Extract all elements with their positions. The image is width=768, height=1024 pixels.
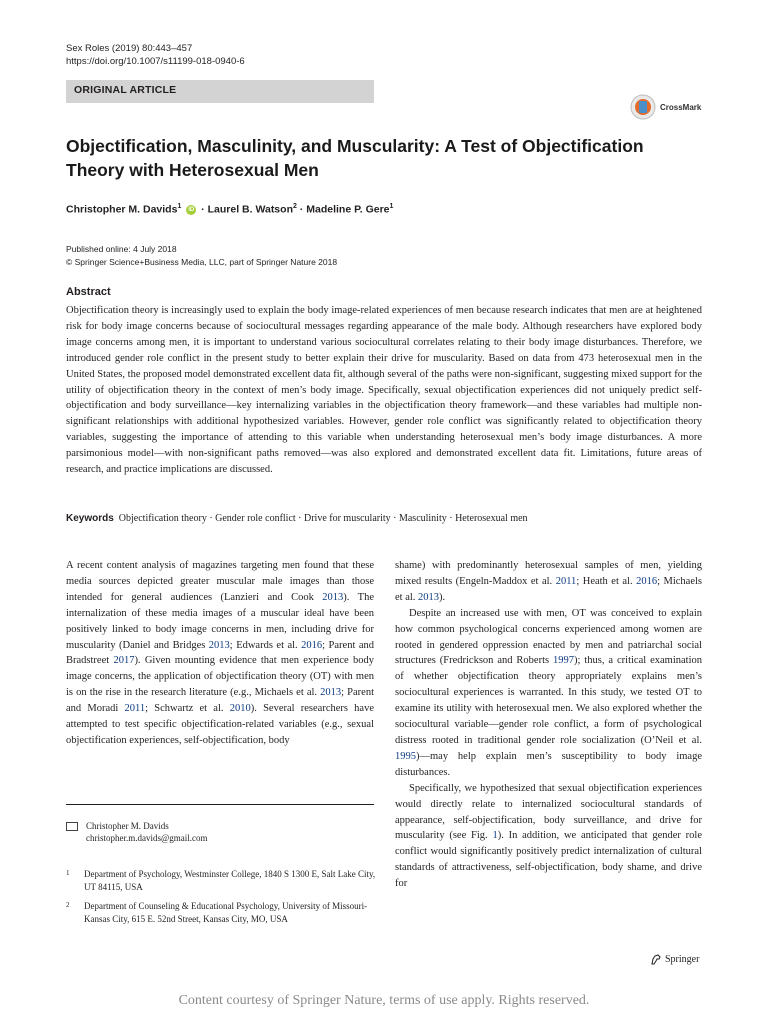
crossmark-badge[interactable] — [630, 93, 702, 121]
watermark: Content courtesy of Springer Nature, terms of use apply. Rights reserved. — [178, 993, 590, 1008]
citation-link[interactable]: 2017 — [113, 655, 135, 667]
body-column-right — [395, 558, 702, 892]
orcid-icon[interactable]: iD — [188, 206, 195, 213]
body-column-left — [66, 558, 374, 749]
doi-link[interactable]: https://doi.org/10.1007/s11199-018-0940-6 — [66, 56, 245, 67]
author-name[interactable]: Christopher M. Davids — [66, 203, 178, 216]
affiliation-number: 2 — [66, 901, 70, 909]
crossmark-icon — [630, 94, 656, 120]
citation-link[interactable]: 2013 — [208, 639, 230, 651]
body-paragraph: Despite an increased use with men, OT was conceived to explain how common psychological concerns experienced among women are rooted in gendered oppression enacted by men and patriarchal social structures (Fredrickson and Roberts 1997); thus, a critical examination of whether objectification theory appropriately explains men’s sociocultural experiences is warranted. In this study, we tested OT to examine its utility with heterosexual men. We also explored whether the sociocultural variable—gender role conflict, a form of psychological distress rooted in traditional gender role socialization (O’Neil et al. 1995)—may help explain men’s susceptibility to body image disturbances. — [395, 607, 702, 778]
footnote-divider — [66, 804, 374, 805]
keywords — [66, 513, 702, 524]
citation-link[interactable]: 2016 — [301, 639, 323, 651]
springer-logo — [650, 953, 699, 965]
springer-horse-icon — [650, 953, 662, 965]
citation-link[interactable]: 2013 — [418, 591, 440, 603]
published-date: Published online: 4 July 2018 — [66, 244, 177, 254]
corresponding-author — [66, 820, 208, 844]
author-list — [66, 203, 393, 216]
corresponding-author-name: Christopher M. Davids — [86, 821, 169, 831]
abstract-text: Objectification theory is increasingly used to explain the body image-related experiences of men because research indicates that men are at heightened risk for body image concerns because of sociocultural messages regarding appearance of the male body. Although researchers have explored body image concerns among men, it is important to understand various sociocultural correlates relating to their body image disturbances. Therefore, we introduced gender role conflict in the present study to better explain their drive for muscularity. Based on data from 473 heterosexual men in the United States, the proposed model demonstrated excellent data fit, although several of the paths were non-significant, suggesting mixed support for the utility of objectification theory in the context of men’s body image. Specifically, sexual objectification experiences did not uniquely predict self-objectification and body surveillance—key internalizing variables in the objectification theory framework—and these variables had multiple non-significant relationships with additional hypothesized variables. However, gender role conflict was significantly related to objectification theory variables, suggesting the importance of attending to this variable when understanding heterosexual men’s body image disturbances. A more parsimonious model—with non-significant paths removed—was also explored and demonstrated excellent data fit. Limitations, future areas of research, and practice implications are discussed. — [66, 305, 702, 476]
publisher-name: Springer — [665, 953, 700, 965]
abstract-heading: Abstract — [66, 286, 111, 298]
affiliation-number: 1 — [66, 869, 70, 877]
article-type: ORIGINAL ARTICLE — [74, 84, 177, 96]
author-separator: · — [296, 203, 307, 216]
affiliation-text: Department of Counseling & Educational Psychology, University of Missouri-Kansas City, 615 E. 52nd Street, Kansas City, MO, USA — [84, 901, 368, 924]
journal-citation: Sex Roles (2019) 80:443–457 — [66, 43, 193, 54]
citation-link[interactable]: 2016 — [636, 575, 658, 587]
article-title: Objectification, Masculinity, and Muscularity: A Test of Objectification Theory with Heterosexual Men — [66, 136, 644, 180]
author-name[interactable]: Madeline P. Gere — [306, 203, 390, 216]
envelope-icon — [66, 822, 78, 831]
citation-link[interactable]: 2013 — [320, 687, 342, 699]
body-paragraph: shame) with predominantly heterosexual samples of men, yielding mixed results (Engeln-Maddox et al. 2011; Heath et al. 2016; Michaels et al. 2013). — [395, 560, 703, 603]
citation-link[interactable]: 2010 — [229, 703, 251, 715]
copyright-notice: © Springer Science+Business Media, LLC, part of Springer Nature 2018 — [66, 257, 338, 267]
figure-link[interactable]: 1 — [492, 830, 498, 842]
author-affiliation-mark: 1 — [177, 203, 182, 210]
body-paragraph: Specifically, we hypothesized that sexual objectification experiences would directly relate to internalized sociocultural standards of appearance, self-objectification, body surveillance, and drive for muscularity (see Fig. 1). In addition, we anticipated that gender role conflict would significantly positively predict internalization of cultural standards of attractiveness, self-objectification, body shame, and drive for — [395, 782, 702, 890]
corresponding-author-email[interactable]: christopher.m.davids@gmail.com — [86, 833, 208, 843]
author-affiliation-mark: 1 — [389, 203, 394, 210]
keywords-label: Keywords — [66, 513, 114, 524]
author-separator: · — [198, 203, 208, 216]
affiliation-1 — [66, 868, 384, 893]
citation-link[interactable]: 1995 — [395, 750, 416, 762]
affiliation-2 — [66, 900, 384, 925]
citation-link[interactable]: 2011 — [555, 575, 577, 587]
author-name[interactable]: Laurel B. Watson — [207, 203, 293, 216]
author-affiliation-mark: 2 — [292, 203, 297, 210]
body-paragraph: A recent content analysis of magazines targeting men found that these media sources depicted greater muscular male images than those intended for general audiences (Lanzieri and Cook 2013). The internalization of these media images of a muscular ideal have been positively linked to body image concerns in men, including drive for muscularity (Daniel and Bridges 2013; Edwards et al. 2016; Parent and Bradstreet 2017). Given mounting evidence that men experience body image concerns, the application of objectification theory (OT) with men is on the rise in the research literature (e.g., Michaels et al. 2013; Parent and Moradi 2011; Schwartz et al. 2010). Several researchers have attempted to test specific objectification-related variables (e.g., sexual objectification experiences, self-objectification, body — [66, 560, 375, 746]
citation-link[interactable]: 1997 — [553, 655, 575, 667]
keywords-list: Objectification theory · Gender role conflict · Drive for muscularity · Masculinity · Heterosexual men — [118, 513, 528, 524]
citation-link[interactable]: 2011 — [124, 703, 146, 715]
crossmark-label: CrossMark — [660, 102, 702, 112]
citation-link[interactable]: 2013 — [322, 591, 344, 603]
affiliation-text: Department of Psychology, Westminster College, 1840 S 1300 E, Salt Lake City, UT 84115, USA — [84, 869, 376, 892]
